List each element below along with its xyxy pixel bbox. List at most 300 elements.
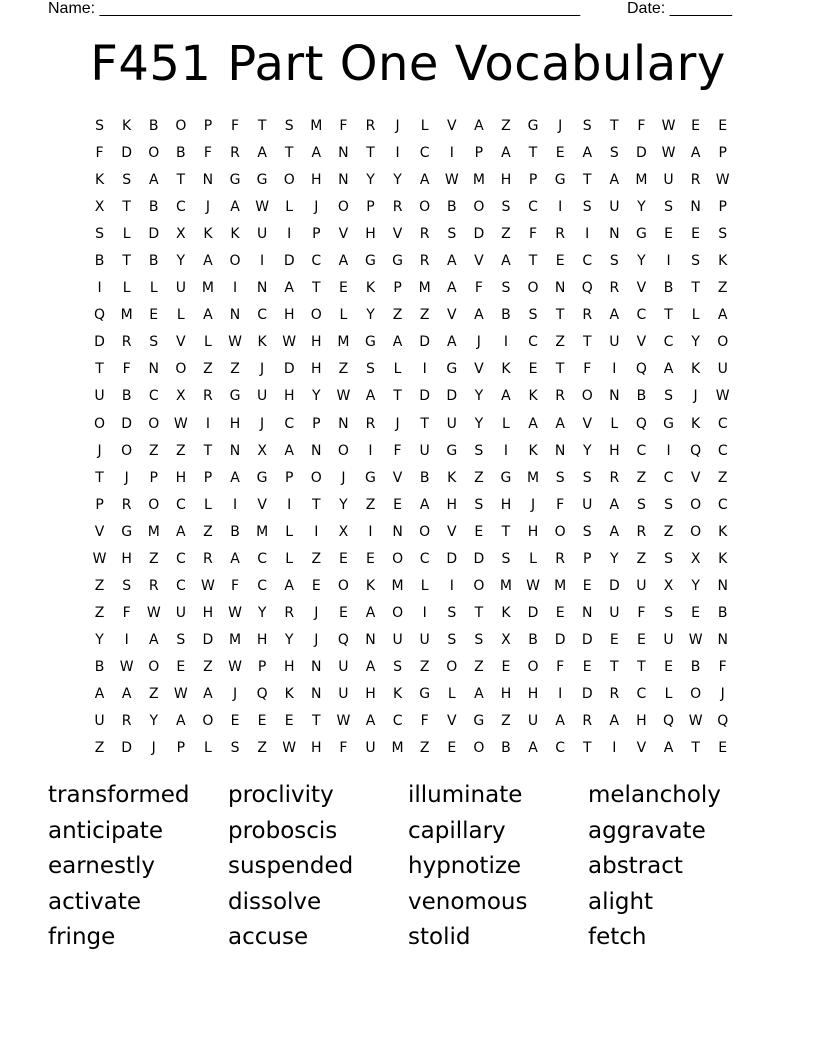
grid-letter: R (636, 523, 647, 540)
word-list (48, 778, 768, 956)
grid-letter: I (612, 740, 617, 757)
grid-letter: T (312, 496, 321, 513)
grid-letter: E (501, 658, 511, 675)
grid-letter: L (502, 415, 510, 432)
grid-letter: P (176, 740, 186, 757)
grid-letter: U (338, 685, 349, 702)
grid-letter: S (95, 226, 104, 243)
grid-letter: N (202, 172, 214, 189)
grid-letter: Z (717, 280, 728, 297)
grid-letter: E (149, 307, 159, 324)
grid-letter: U (256, 388, 268, 405)
grid-letter: O (94, 415, 106, 432)
grid-letter: Y (691, 334, 700, 351)
grid-letter: A (501, 253, 511, 270)
grid-letter: A (663, 361, 674, 378)
grid-row (86, 248, 738, 275)
vocabulary-word: suspended (228, 853, 354, 880)
grid-letter: C (175, 496, 186, 513)
grid-letter: W (336, 713, 351, 730)
grid-letter: P (393, 280, 402, 297)
grid-letter: A (176, 713, 186, 730)
grid-letter: G (365, 334, 376, 351)
grid-letter: A (419, 172, 430, 189)
grid-letter: C (257, 307, 267, 324)
grid-letter: P (149, 469, 158, 486)
word-search-grid (86, 113, 738, 763)
grid-row (86, 383, 738, 410)
grid-letter: Z (338, 361, 349, 378)
grid-row (86, 492, 738, 519)
grid-letter: N (554, 442, 566, 459)
grid-letter: H (609, 442, 620, 459)
grid-letter: N (717, 631, 728, 648)
grid-letter: T (528, 253, 538, 270)
grid-letter: Z (501, 226, 511, 243)
grid-letter: L (610, 415, 619, 432)
grid-letter: K (718, 523, 728, 540)
grid-row (86, 600, 738, 627)
grid-letter: L (339, 307, 348, 324)
grid-letter: X (338, 523, 349, 540)
grid-letter: D (202, 631, 214, 648)
grid-letter: M (472, 172, 485, 189)
grid-letter: Z (419, 658, 430, 675)
grid-letter: O (473, 577, 485, 594)
grid-row (86, 275, 738, 302)
grid-letter: J (260, 415, 265, 432)
grid-letter: O (175, 361, 187, 378)
grid-letter: E (447, 740, 457, 757)
grid-letter: R (690, 172, 701, 189)
grid-letter: D (94, 334, 105, 351)
grid-letter: O (581, 388, 593, 405)
grid-letter: A (501, 145, 511, 162)
grid-letter: Y (366, 307, 375, 324)
grid-letter: F (529, 226, 538, 243)
grid-letter: J (530, 496, 536, 513)
vocabulary-word: stolid (408, 924, 471, 951)
grid-letter: A (230, 199, 240, 216)
grid-letter: G (473, 713, 485, 730)
grid-letter: L (285, 523, 294, 540)
grid-letter: R (555, 226, 565, 243)
grid-letter: D (419, 334, 431, 351)
grid-letter: T (257, 118, 267, 134)
grid-letter: Y (637, 199, 646, 216)
grid-letter: O (310, 469, 322, 486)
grid-letter: J (693, 388, 698, 405)
grid-letter: U (446, 415, 457, 432)
grid-letter: S (528, 307, 538, 324)
grid-letter: N (338, 145, 349, 162)
vocabulary-word: proclivity (228, 782, 334, 808)
grid-letter: I (666, 253, 671, 270)
grid-letter: Z (94, 577, 105, 594)
grid-letter: M (201, 280, 214, 297)
grid-letter: A (203, 685, 213, 702)
grid-letter: J (314, 631, 319, 648)
grid-letter: D (473, 550, 485, 567)
vocabulary-word: abstract (588, 853, 683, 880)
grid-letter: Z (148, 685, 159, 702)
grid-letter: Y (582, 442, 592, 459)
grid-letter: A (365, 713, 376, 730)
grid-letter: T (555, 361, 565, 378)
grid-letter: X (501, 631, 511, 648)
grid-row (86, 356, 738, 383)
grid-letter: Y (339, 496, 348, 513)
grid-letter: B (663, 280, 674, 297)
grid-letter: C (582, 253, 593, 270)
grid-letter: A (365, 604, 376, 621)
grid-letter: Y (610, 550, 619, 567)
grid-letter: G (635, 226, 647, 243)
grid-row (86, 329, 738, 356)
grid-letter: Y (691, 577, 700, 594)
grid-letter: A (365, 658, 376, 675)
grid-letter: V (446, 713, 457, 730)
grid-letter: E (664, 226, 673, 243)
grid-letter: O (148, 496, 160, 513)
grid-letter: H (283, 658, 295, 675)
grid-letter: Z (419, 307, 430, 324)
grid-letter: W (688, 631, 703, 648)
grid-letter: B (176, 145, 186, 162)
grid-letter: C (528, 199, 538, 216)
grid-letter: C (284, 415, 295, 432)
grid-letter: O (337, 199, 349, 216)
grid-letter: S (149, 334, 159, 351)
grid-letter: K (257, 334, 267, 351)
grid-letter: H (229, 415, 241, 432)
grid-letter: U (636, 577, 647, 594)
grid-letter: W (146, 604, 161, 621)
grid-letter: U (256, 226, 268, 243)
grid-letter: X (94, 199, 105, 216)
vocabulary-word: activate (48, 888, 142, 915)
grid-letter: B (121, 388, 132, 405)
grid-row (86, 627, 738, 654)
grid-letter: S (447, 631, 457, 648)
grid-letter: T (203, 442, 213, 459)
grid-letter: U (663, 631, 674, 648)
grid-letter: H (500, 172, 512, 189)
grid-letter: K (284, 685, 294, 702)
grid-letter: E (718, 740, 728, 757)
grid-letter: Q (256, 685, 268, 702)
grid-letter: D (283, 253, 295, 270)
grid-letter: B (148, 253, 159, 270)
grid-letter: F (230, 118, 240, 134)
grid-letter: G (446, 442, 458, 459)
grid-letter: B (94, 253, 105, 270)
grid-row (86, 167, 738, 194)
grid-letter: Z (501, 118, 511, 134)
vocabulary-word: illuminate (408, 782, 523, 808)
grid-letter: J (205, 199, 210, 216)
grid-letter: S (582, 118, 592, 134)
grid-letter: O (690, 496, 702, 513)
grid-letter: A (311, 145, 322, 162)
grid-letter: J (151, 740, 156, 757)
grid-letter: J (341, 469, 346, 486)
grid-letter: S (447, 226, 457, 243)
grid-letter: E (366, 550, 375, 567)
grid-letter: E (664, 658, 673, 675)
grid-letter: W (688, 713, 703, 730)
grid-letter: O (717, 334, 729, 351)
grid-letter: K (122, 118, 132, 134)
grid-letter: N (554, 280, 566, 297)
grid-letter: T (582, 334, 592, 351)
grid-letter: T (312, 713, 321, 730)
grid-letter: J (395, 118, 400, 134)
grid-letter: I (97, 280, 102, 297)
grid-letter: Z (176, 442, 186, 459)
grid-letter: O (148, 415, 160, 432)
grid-letter: H (527, 685, 539, 702)
grid-letter: Y (95, 631, 104, 648)
grid-letter: S (582, 523, 592, 540)
grid-letter: D (473, 226, 485, 243)
grid-letter: L (447, 685, 456, 702)
grid-letter: S (122, 577, 132, 594)
vocabulary-word: fetch (588, 924, 647, 951)
grid-letter: K (230, 226, 240, 243)
grid-letter: G (121, 523, 133, 540)
grid-letter: K (365, 280, 376, 297)
grid-letter: D (527, 604, 539, 621)
grid-letter: I (558, 199, 563, 216)
grid-letter: N (717, 577, 728, 594)
grid-letter: P (718, 145, 727, 162)
grid-letter: X (176, 388, 186, 405)
grid-letter: Y (393, 172, 402, 189)
grid-letter: E (474, 523, 484, 540)
grid-letter: E (338, 550, 348, 567)
grid-letter: D (581, 685, 593, 702)
grid-letter: S (393, 658, 403, 675)
grid-letter: Z (555, 334, 565, 351)
grid-row (86, 573, 738, 600)
grid-letter: R (582, 713, 593, 730)
grid-letter: B (148, 118, 159, 134)
grid-letter: N (229, 442, 241, 459)
grid-letter: W (444, 172, 459, 189)
grid-letter: T (528, 145, 538, 162)
grid-letter: O (392, 604, 404, 621)
grid-letter: A (284, 280, 294, 297)
grid-letter: P (718, 199, 727, 216)
grid-letter: R (609, 280, 620, 297)
grid-letter: M (554, 577, 567, 594)
grid-letter: W (715, 388, 730, 405)
grid-letter: M (147, 523, 160, 540)
grid-letter: G (446, 361, 458, 378)
grid-letter: W (173, 415, 188, 432)
grid-letter: P (203, 118, 213, 134)
grid-letter: S (95, 118, 104, 134)
grid-letter: C (419, 145, 430, 162)
grid-letter: U (717, 361, 728, 378)
grid-letter: Y (474, 415, 484, 432)
grid-letter: S (664, 199, 673, 216)
grid-letter: J (720, 685, 725, 702)
grid-letter: R (419, 226, 430, 243)
grid-letter: M (228, 631, 242, 648)
grid-letter: G (419, 685, 431, 702)
grid-letter: Z (663, 523, 674, 540)
grid-letter: S (447, 604, 457, 621)
grid-letter: L (691, 307, 700, 324)
grid-letter: G (229, 388, 241, 405)
grid-letter: H (256, 631, 268, 648)
grid-letter: Y (637, 253, 646, 270)
grid-letter: S (122, 172, 132, 189)
grid-letter: B (94, 658, 105, 675)
grid-letter: K (365, 577, 376, 594)
grid-letter: J (395, 415, 400, 432)
vocabulary-word: dissolve (228, 888, 322, 915)
grid-letter: G (392, 253, 403, 270)
grid-letter: H (365, 685, 376, 702)
grid-letter: Z (257, 740, 267, 757)
grid-letter: L (204, 740, 212, 757)
grid-letter: B (690, 658, 701, 675)
grid-letter: I (395, 145, 400, 162)
grid-letter: H (500, 496, 512, 513)
grid-letter: M (527, 469, 540, 486)
grid-letter: V (257, 496, 267, 513)
word-list-row (48, 814, 768, 850)
grid-letter: U (338, 658, 349, 675)
grid-letter: V (176, 334, 186, 351)
grid-letter: W (255, 199, 270, 216)
grid-letter: Z (148, 442, 159, 459)
grid-letter: Z (94, 604, 105, 621)
grid-letter: Q (337, 631, 349, 648)
grid-letter: A (446, 280, 457, 297)
grid-letter: N (365, 631, 376, 648)
grid-letter: O (473, 740, 485, 757)
grid-letter: W (119, 658, 134, 675)
grid-letter: A (528, 740, 538, 757)
grid-letter: T (637, 658, 646, 675)
grid-letter: O (419, 523, 431, 540)
grid-letter: E (636, 631, 646, 648)
grid-letter: K (691, 361, 701, 378)
grid-letter: E (718, 118, 728, 134)
grid-letter: S (474, 442, 484, 459)
grid-letter: T (474, 604, 484, 621)
grid-letter: U (419, 442, 430, 459)
grid-letter: Z (311, 550, 322, 567)
grid-letter: J (232, 685, 238, 702)
word-list-row (48, 778, 768, 814)
grid-letter: E (691, 226, 701, 243)
grid-letter: P (583, 550, 592, 567)
grid-letter: C (419, 550, 430, 567)
grid-letter: C (148, 388, 159, 405)
grid-letter: A (176, 523, 186, 540)
grid-letter: B (717, 604, 728, 621)
grid-letter: L (176, 307, 185, 324)
grid-letter: E (284, 713, 294, 730)
grid-letter: V (338, 226, 349, 243)
grid-letter: Z (203, 523, 213, 540)
grid-letter: U (663, 172, 674, 189)
grid-letter: A (609, 713, 620, 730)
grid-letter: V (474, 361, 484, 378)
grid-letter: I (232, 496, 238, 513)
grid-letter: G (256, 469, 268, 486)
grid-letter: N (148, 361, 159, 378)
grid-letter: A (555, 415, 565, 432)
grid-letter: U (94, 713, 105, 730)
grid-row (86, 194, 738, 221)
grid-letter: O (527, 280, 539, 297)
grid-letter: I (612, 361, 617, 378)
grid-letter: O (202, 713, 214, 730)
grid-letter: B (501, 740, 511, 757)
grid-letter: A (474, 118, 484, 134)
grid-letter: T (122, 199, 131, 216)
grid-letter: S (230, 740, 240, 757)
grid-letter: N (256, 280, 268, 297)
grid-row (86, 302, 738, 329)
grid-letter: Y (176, 253, 186, 270)
grid-letter: S (501, 199, 511, 216)
grid-letter: R (365, 415, 376, 432)
grid-letter: Q (717, 713, 729, 730)
grid-letter: L (420, 577, 429, 594)
grid-row (86, 519, 738, 546)
grid-letter: U (94, 388, 105, 405)
grid-letter: M (391, 740, 404, 757)
grid-letter: G (256, 172, 268, 189)
grid-letter: Q (581, 280, 593, 297)
grid-letter: F (203, 145, 212, 162)
grid-row (86, 708, 738, 735)
grid-letter: W (282, 740, 297, 757)
grid-letter: Z (94, 740, 105, 757)
grid-letter: N (311, 442, 322, 459)
grid-letter: M (418, 280, 431, 297)
grid-letter: I (449, 145, 454, 162)
grid-letter: N (311, 685, 322, 702)
grid-letter: A (446, 253, 457, 270)
grid-row (86, 113, 738, 140)
grid-letter: M (120, 307, 133, 324)
vocabulary-word: accuse (228, 924, 309, 951)
grid-letter: T (284, 145, 294, 162)
grid-letter: D (608, 577, 620, 594)
grid-letter: N (609, 388, 620, 405)
grid-letter: C (663, 334, 674, 351)
grid-letter: B (419, 469, 430, 486)
grid-letter: O (148, 145, 160, 162)
grid-letter: G (663, 415, 674, 432)
grid-letter: R (230, 145, 240, 162)
grid-letter: F (122, 604, 131, 621)
grid-letter: H (365, 226, 376, 243)
grid-letter: T (176, 172, 186, 189)
grid-letter: V (690, 469, 701, 486)
grid-letter: I (449, 577, 454, 594)
grid-letter: J (97, 442, 102, 459)
grid-letter: F (122, 361, 131, 378)
